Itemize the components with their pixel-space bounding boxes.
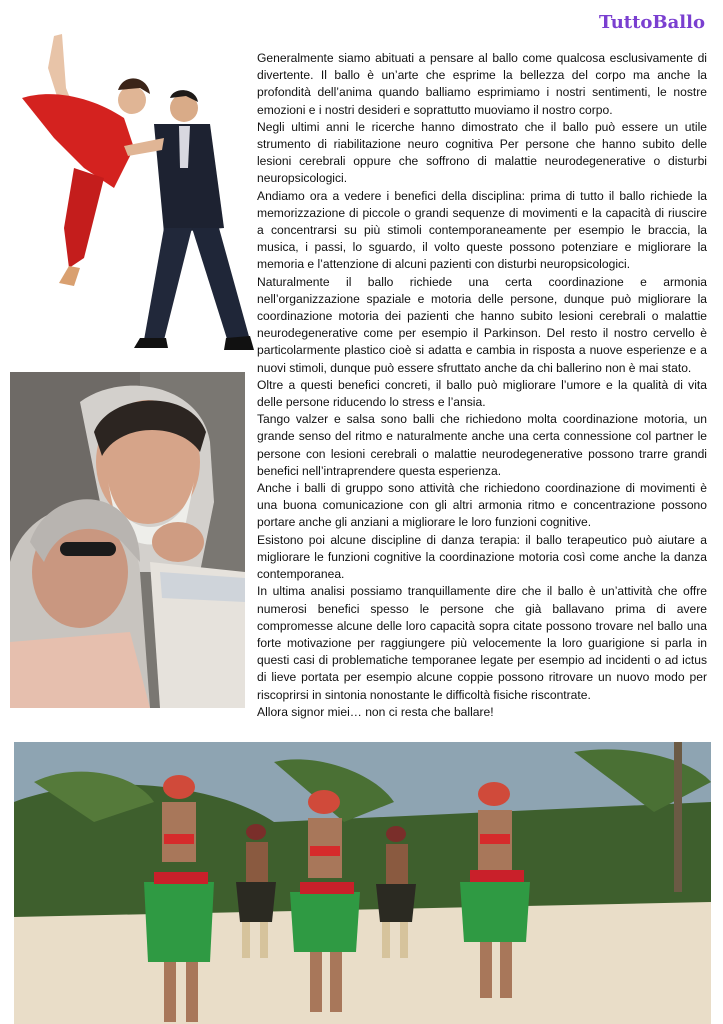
paragraph: Esistono poi alcune discipline di danza terapia: il ballo terapeutico può aiutare a migliorare le funzioni cognitive la coordinazione motoria così come anche la danza contemporanea.	[257, 532, 707, 582]
tango-couple-photo	[14, 28, 256, 354]
paragraph: Negli ultimi anni le ricerche hanno dimostrato che il ballo può essere un utile strumento di riabilitazione neuro cognitiva Per persone che hanno subito delle lesioni cerebrali oppure che soffrono di malattie neurodegenerative o disturbi neuropsicologici.	[257, 119, 707, 186]
paragraph: Generalmente siamo abituati a pensare al ballo come qualcosa esclusivamente di divertente. Il ballo è un’arte che esprime la bellezza del corpo ma anche la profondità dell’anima quando balliamo esprimiamo i nostri sentimenti, le nostre emozioni e i nostri desideri e soprattutto muoviamo il nostro corpo.	[257, 51, 707, 117]
article-body	[257, 50, 707, 721]
paragraph: In ultima analisi possiamo tranquillamente dire che il ballo è un’attività che offre numerosi benefici spesso le persone che già ballavano prima di avere compromesse alcune delle loro capacità sopra citate possono trovare nel ballo una forte motivazione per raggiungere più velocemente la loro guarigione si parla in questi casi di problematiche temporanee legate per esempio ad incidenti o ad ictus di lieve portata per esempio alcune coppie possono ritrovare un nuovo modo per riscoprirsi in sintonia nonostante le difficoltà fisiche riscontrate.	[257, 584, 707, 702]
brand-title: TuttoBallo	[598, 12, 705, 33]
paragraph: Anche i balli di gruppo sono attività che richiedono coordinazione di movimenti è una buona comunicazione con gli altri armonia ritmo e concentrazione possono portare anche gli anziani a migliorare le loro funzioni cognitive.	[257, 481, 707, 530]
paragraph: Andiamo ora a vedere i benefici della disciplina: prima di tutto il ballo richiede la memorizzazione di piccole o grandi sequenze di movimenti e la capacità di riuscire a concentrarsi su più stimoli contemporaneamente per esempio le braccia, la musica, i passi, lo sguardo, il volto queste possono potenziare e migliorare la memoria e l’attenzione di alcuni pazienti con disturbi neuropsicologici.	[257, 188, 707, 272]
paragraph: Allora signor miei… non ci resta che ballare!	[257, 704, 494, 719]
paragraph: Tango valzer e salsa sono balli che richiedono molta coordinazione motoria, un grande senso del ritmo e naturalmente anche una certa connessione col partner le persone con lesioni cerebrali o malattie neurodegenerative possono trarre grandi benefici nell’intraprendere questa esperienza.	[257, 412, 707, 478]
paragraph: Oltre a questi benefici concreti, il ballo può migliorare l’umore e la qualità di vita delle persone riducendo lo stress e l’ansia.	[257, 377, 707, 410]
paragraph: Naturalmente il ballo richiede una certa coordinazione e armonia nell’organizzazione spaziale e motoria delle persone, dunque può migliorare la coordinazione motoria dei pazienti che hanno subito lesioni cerebrali o malattie neurodegenerative come per esempio il Parkinson. Del resto il nostro cervello è particolarmente plastico cioè si adatta e cambia in risposta a nuove esperienze e a nuovi stimoli, dunque può essere sfruttato anche da chi ballerino non è mai stato.	[257, 274, 707, 375]
senior-couple-dancing-photo	[10, 372, 245, 708]
polynesian-dancers-beach-photo	[14, 742, 711, 1024]
